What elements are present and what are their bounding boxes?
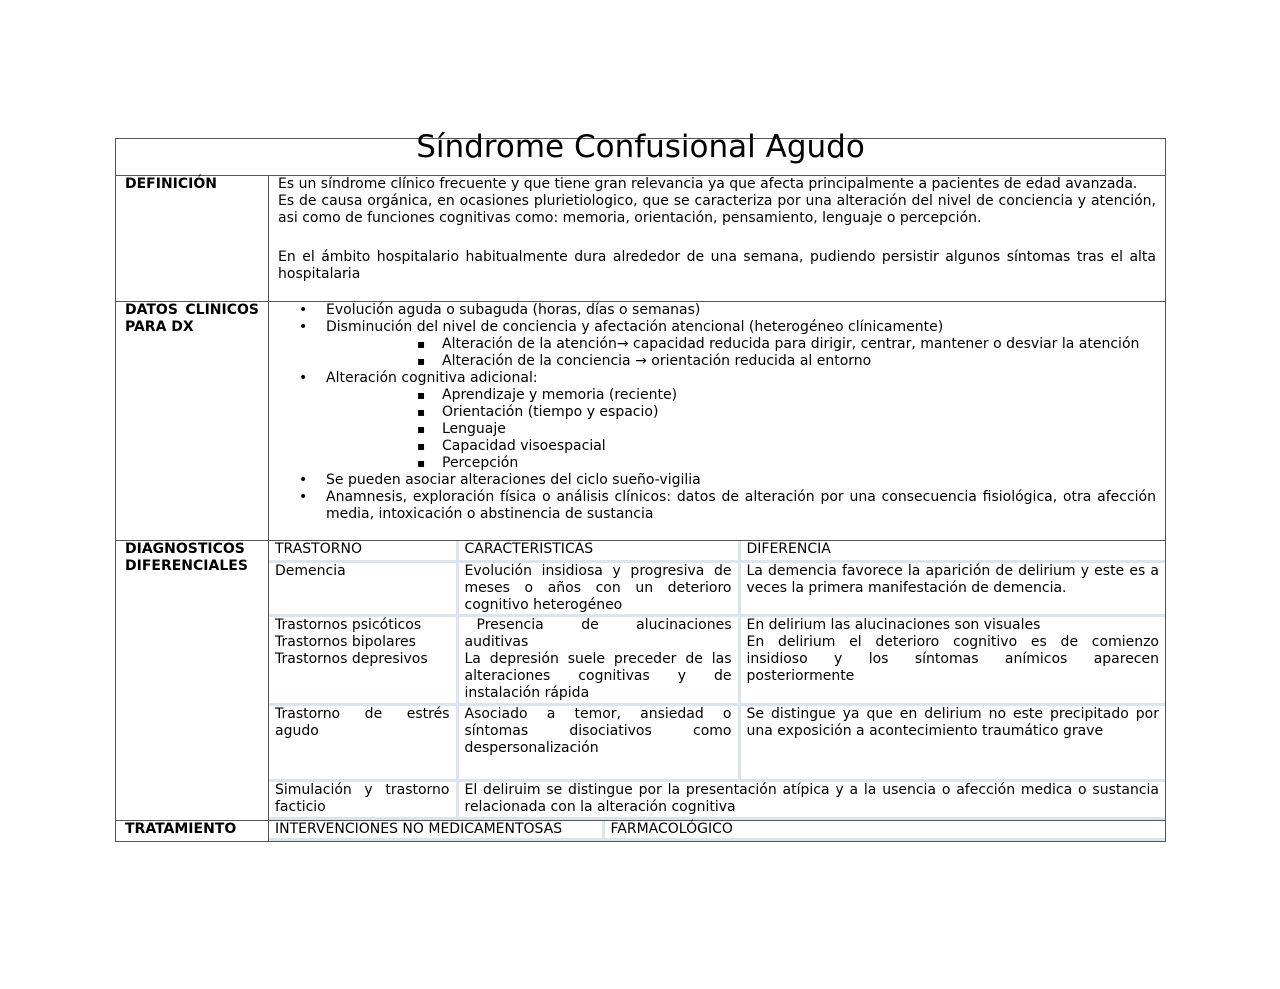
list-item: • Evolución aguda o subaguda (horas, días o semanas) <box>278 302 1156 319</box>
table-header-row <box>269 541 1165 561</box>
table-row <box>269 780 1165 818</box>
label-datos-clinicos: DATOS CLINICOS PARA DX <box>116 302 269 541</box>
table-row <box>269 561 1165 615</box>
cell-caracteristicas: Asociado a temor, ansiedad o síntomas disociativos como despersonalización <box>457 704 739 780</box>
cell-diferencia: Se distingue ya que en delirium no este precipitado por una exposición a acontecimiento traumático grave <box>739 704 1165 780</box>
paragraph: Es un síndrome clínico frecuente y que tiene gran relevancia ya que afecta principalmente a pacientes de edad avanzada. <box>278 176 1138 192</box>
paragraph: Es de causa orgánica, en ocasiones plurietiologico, que se caracteriza por una alteración del nivel de conciencia y atención, asi como de funciones cognitivas como: memoria, orientación, pensamiento, lenguaje o percepción. <box>278 193 1156 226</box>
text: Trastornos psicóticos <box>275 616 422 633</box>
paragraph: En el ámbito hospitalario habitualmente dura alrededor de una semana, pudiendo persistir algunos síntomas tras el alta hospitalaria <box>278 249 1156 282</box>
tratamiento-content <box>269 820 1166 842</box>
list-item: • Disminución del nivel de conciencia y afectación atencional (heterogéneo clínicamente) <box>278 319 1156 336</box>
list-item: ▪ Aprendizaje y memoria (reciente) <box>278 387 1156 404</box>
text: Trastornos depresivos <box>275 650 428 667</box>
text: Presencia de alucinaciones auditivas <box>464 616 732 650</box>
text: En delirium el deterioro cognitivo es de comienzo insidioso y los síntomas anímicos aparecen posteriormente <box>746 633 1159 684</box>
document-title: Síndrome Confusional Agudo <box>116 139 1166 176</box>
diagnosticos-content <box>269 541 1166 821</box>
tratamiento-table <box>269 821 1165 842</box>
table-row <box>269 704 1165 780</box>
definicion-content <box>269 176 1166 302</box>
bullet-list <box>278 302 1156 523</box>
text: En delirium las alucinaciones son visuales <box>746 616 1041 633</box>
list-item: ▪ Alteración de la atención→ capacidad reducida para dirigir, centrar, mantener o desviar la atención <box>278 336 1156 353</box>
cell-trastorno: Demencia <box>269 561 457 615</box>
list-item: ▪ Orientación (tiempo y espacio) <box>278 404 1156 421</box>
summary-table <box>115 129 1166 842</box>
list-item: ▪ Capacidad visoespacial <box>278 438 1156 455</box>
cell-caracteristicas: El deliruim se distingue por la presentación atípica y a la usencia o afección medica o sustancia relacionada con la alteración cognitiva <box>457 780 1165 818</box>
label-definicion: DEFINICIÓN <box>116 176 269 302</box>
list-item: ▪ Percepción <box>278 455 1156 472</box>
list-item: • Alteración cognitiva adicional: <box>278 370 1156 387</box>
column-header: DIFERENCIA <box>739 541 1165 561</box>
list-item: ▪ Lenguaje <box>278 421 1156 438</box>
cell-diferencia <box>739 615 1165 704</box>
text: La depresión suele preceder de las alteraciones cognitivas y de instalación rápida <box>464 650 732 701</box>
cell-trastorno: Trastorno de estrés agudo <box>269 704 457 780</box>
cell-caracteristicas: Evolución insidiosa y progresiva de meses o años con un deterioro cognitivo heterogéneo <box>457 561 739 615</box>
text: Trastornos bipolares <box>275 633 416 650</box>
cell-trastorno <box>269 615 457 704</box>
differential-table <box>269 541 1165 820</box>
list-item: ▪ Alteración de la conciencia → orientación reducida al entorno <box>278 353 1156 370</box>
list-item: • Anamnesis, exploración física o análisis clínicos: datos de alteración por una consecuencia fisiológica, otra afección media, intoxicación o abstinencia de sustancia <box>278 489 1156 523</box>
table-row <box>269 615 1165 704</box>
cell-trastorno: Simulación y trastorno facticio <box>269 780 457 818</box>
column-header: CARACTERISTICAS <box>457 541 739 561</box>
cell-caracteristicas <box>457 615 739 704</box>
list-item: • Se pueden asociar alteraciones del ciclo sueño-vigilia <box>278 472 1156 489</box>
column-header: FARMACOLÓGICO <box>603 821 1165 840</box>
datos-content <box>269 302 1166 541</box>
label-tratamiento: TRATAMIENTO <box>116 820 269 842</box>
column-header: INTERVENCIONES NO MEDICAMENTOSAS <box>269 821 603 840</box>
document-page <box>115 129 1166 842</box>
label-diagnosticos: DIAGNOSTICOS DIFERENCIALES <box>116 541 269 821</box>
cell-diferencia: La demencia favorece la aparición de delirium y este es a veces la primera manifestación de demencia. <box>739 561 1165 615</box>
column-header: TRASTORNO <box>269 541 457 561</box>
